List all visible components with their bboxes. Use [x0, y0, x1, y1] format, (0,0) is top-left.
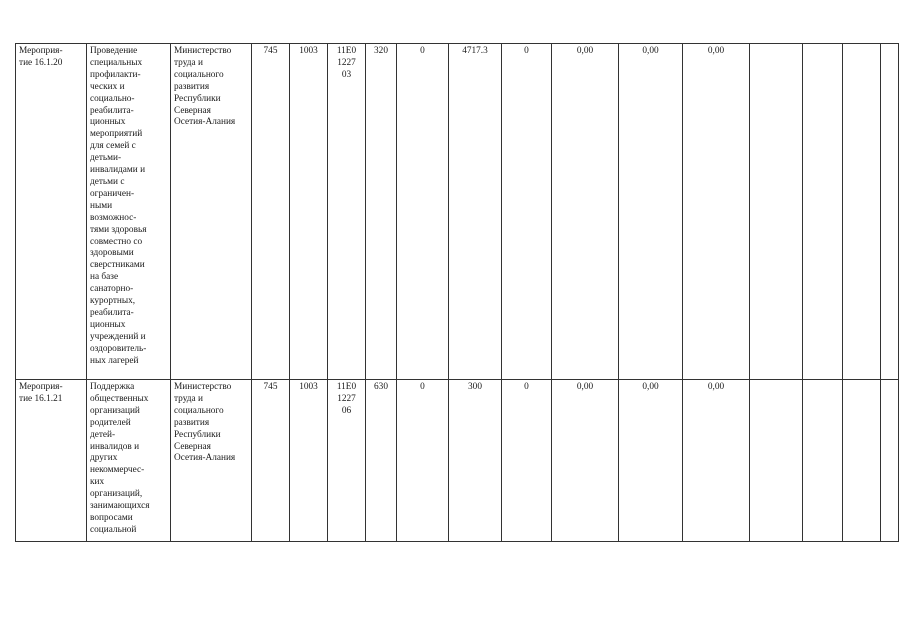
cell-text-line: ционных [90, 117, 126, 128]
event-line: тие 16.1.20 [19, 57, 63, 68]
cell-text-line: профилакти- [90, 69, 141, 80]
grbs-cell: 745 [252, 380, 290, 542]
cell-text-line: детьми с [90, 176, 125, 187]
cell-text-line: детьми- [90, 153, 122, 164]
description-cell [87, 380, 171, 542]
cell-text-line: курортных, [90, 296, 136, 307]
cell-text-line: 03 [341, 69, 352, 80]
empty-cell [881, 44, 899, 380]
value-cell: 300 [449, 380, 502, 542]
cell-text-line: занимающихся [90, 501, 150, 512]
cell-text-line: 1227 [337, 57, 356, 68]
cell-text-line: инвалидов и [90, 441, 140, 452]
cell-text-line: родителей [90, 417, 131, 428]
cell-text-line: Проведение [90, 46, 138, 56]
cell-text-line: реабилита- [90, 307, 134, 318]
cell-text-line: оздоровитель- [90, 343, 147, 354]
cell-text-line: других [90, 453, 118, 464]
cell-text-line: ограничен- [90, 188, 135, 199]
document-page [15, 43, 898, 542]
value-cell: 0,00 [619, 44, 683, 380]
event-line: Мероприя- [19, 382, 63, 392]
empty-cell [750, 380, 803, 542]
empty-cell [881, 380, 899, 542]
vr-cell: 320 [366, 44, 397, 380]
cell-text-line: сверстниками [90, 260, 145, 271]
value-cell: 0,00 [683, 380, 750, 542]
cell-text-line: Осетия-Алания [174, 453, 236, 464]
empty-cell [750, 44, 803, 380]
table-row [16, 380, 899, 542]
value-cell: 0,00 [683, 44, 750, 380]
value-cell: 0,00 [552, 44, 619, 380]
event-cell [16, 44, 87, 380]
cell-text-line: организаций, [90, 489, 143, 500]
cell-text-line: санаторно- [90, 284, 134, 295]
cell-text-line: развития [174, 81, 210, 92]
budget-table [15, 43, 899, 542]
cell-text-line: Министерство [174, 382, 232, 392]
cell-text-line: мероприятий [90, 129, 143, 140]
empty-cell [843, 380, 881, 542]
table-row [16, 44, 899, 380]
event-line: тие 16.1.21 [19, 393, 63, 404]
value-cell: 0 [502, 44, 552, 380]
cell-text-line: социальной [90, 524, 137, 535]
cell-text-line: Северная [174, 441, 211, 452]
executor-cell [171, 44, 252, 380]
rzpr-cell: 1003 [290, 380, 328, 542]
cell-text-line: возможнос- [90, 212, 137, 223]
executor-cell [171, 380, 252, 542]
cell-text-line: вопросами [90, 512, 133, 523]
event-cell [16, 380, 87, 542]
cell-text-line: совместно со [90, 236, 143, 247]
empty-cell [803, 380, 843, 542]
vr-cell: 630 [366, 380, 397, 542]
cell-text-line: социального [174, 405, 224, 416]
cell-text-line: на базе [90, 272, 119, 283]
cell-text-line: Республики [174, 429, 221, 440]
table-body [16, 44, 899, 542]
cell-text-line: Осетия-Алания [174, 117, 236, 128]
cell-text-line: учреждений и [90, 331, 146, 342]
value-cell: 0 [397, 44, 449, 380]
cell-text-line: инвалидами и [90, 165, 146, 176]
empty-cell [803, 44, 843, 380]
cell-text-line: ционных [90, 319, 126, 330]
cell-text-line: 1227 [337, 393, 356, 404]
cell-text-line: социально- [90, 93, 135, 104]
cell-text-line: Северная [174, 105, 211, 116]
cell-text-line: реабилита- [90, 105, 134, 116]
cell-text-line: детей- [90, 429, 116, 440]
cell-text-line: Республики [174, 93, 221, 104]
cell-text-line: 06 [341, 405, 352, 416]
value-cell: 0 [502, 380, 552, 542]
csr-cell [328, 44, 366, 380]
cell-text-line: социального [174, 69, 224, 80]
rzpr-cell: 1003 [290, 44, 328, 380]
grbs-cell: 745 [252, 44, 290, 380]
csr-cell [328, 380, 366, 542]
value-cell: 0,00 [619, 380, 683, 542]
cell-text-line: общественных [90, 393, 149, 404]
cell-text-line: ных лагерей [90, 355, 139, 366]
value-cell: 0 [397, 380, 449, 542]
cell-text-line: ких [90, 477, 105, 488]
cell-text-line: тями здоровья [90, 224, 147, 235]
cell-text-line: специальных [90, 57, 143, 68]
cell-text-line: развития [174, 417, 210, 428]
cell-text-line: 11Е0 [336, 382, 357, 392]
value-cell: 4717.3 [449, 44, 502, 380]
cell-text-line: для семей с [90, 141, 136, 152]
cell-text-line: здоровыми [90, 248, 134, 259]
value-cell: 0,00 [552, 380, 619, 542]
empty-cell [843, 44, 881, 380]
description-cell [87, 44, 171, 380]
cell-text-line: некоммерчес- [90, 465, 145, 476]
cell-text-line: труда и [174, 57, 203, 68]
cell-text-line: ческих и [90, 81, 125, 92]
cell-text-line: Министерство [174, 46, 232, 56]
cell-text-line: 11Е0 [336, 46, 357, 56]
cell-text-line: ными [90, 200, 113, 211]
cell-text-line: Поддержка [90, 382, 135, 392]
cell-text-line: труда и [174, 393, 203, 404]
event-line: Мероприя- [19, 46, 63, 56]
cell-text-line: организаций [90, 405, 140, 416]
